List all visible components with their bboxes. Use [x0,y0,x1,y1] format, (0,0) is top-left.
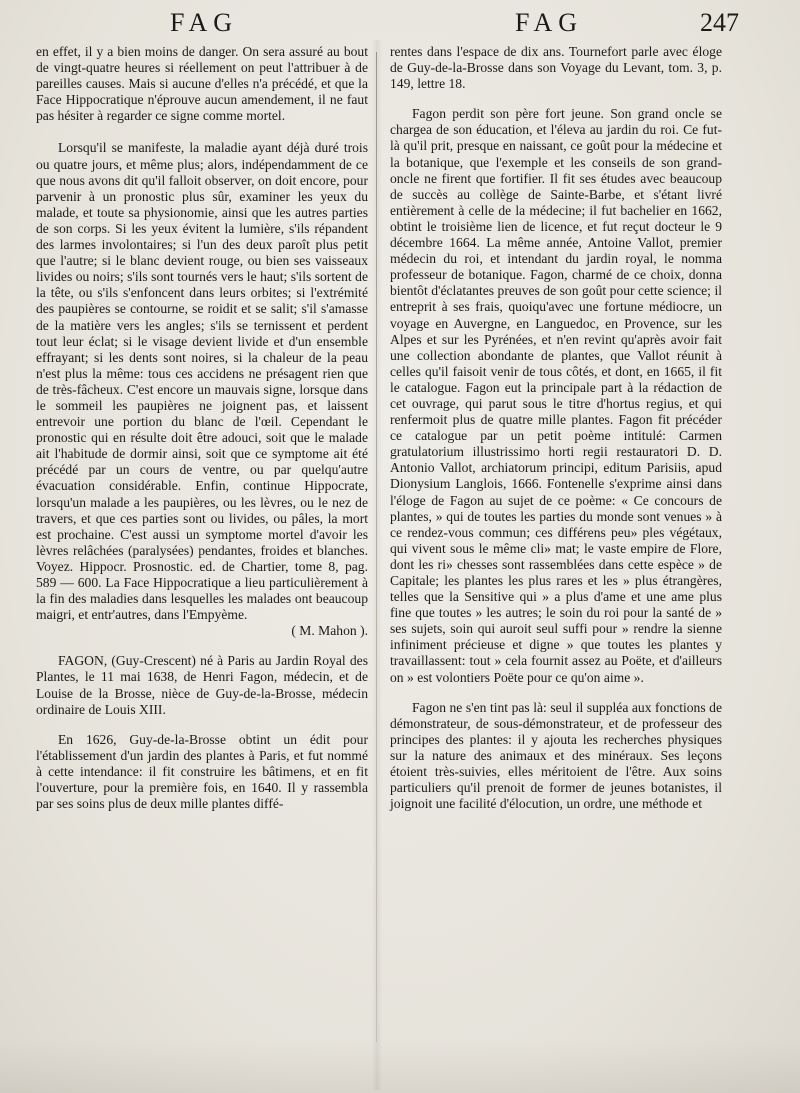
paragraph-guy-de-la-brosse: En 1626, Guy-de-la-Brosse obtint un édit pour l'établissement d'un jardin des plantes à Paris, et fut nommé à cette intendance: il fit construire les bâtimens, et en fit l'ouverture, pour la première fois, en 1640. Il y rassembla par ses soins plus de deux mille plantes diffé- [36,731,368,812]
page-bottom-edge [0,1039,800,1093]
entry-heading-fagon: FAGON, (Guy-Crescent) né à Paris au Jardin Royal des Plantes, le 11 mai 1638, de Henri Fagon, médecin, et de Louise de la Brosse, nièce de Guy-de-la-Brosse, médecin ordinaire de Louis XIII. [36,653,368,717]
paragraph-symptoms: Lorsqu'il se manifeste, la maladie ayant déjà duré trois ou quatre jours, et même plus; alors, indépendamment de ce que nous avons dit qu'il falloit observer, on doit encore, pour parvenir à un pronostic plus sûr, examiner les yeux du malade, et toute sa physionomie, ainsi que les autres parties de son corps. Si les yeux évitent la lumière, s'ils répandent des larmes involontaires; si l'un des deux paroît plus petit que l'autre; si le blanc devient rouge, ou bien ses vaisseaux livides ou noirs; s'ils sont tournés vers le haut; s'ils sortent de la tête, ou s'ils s'enfoncent dans leurs orbites; si l'extrémité des paupières se contourne, se roidit et se salit; s'il s'amasse de la matière vers les angles; s'ils se ternissent et perdent tout leur éclat; si le visage devient livide et d'un ensemble effrayant; si les dents sont noires, si la chaleur de la peau n'est plus la même: tous ces accidens ne présagent rien que de très-fâcheux. C'est encore un mauvais signe, lorsque dans le sommeil les paupières ne joignent pas, et laissent entrevoir une portion du blanc de l'œil. Cependant le pronostic qui en résulte doit être adouci, soit que le malade ait l'habitude de dormir ainsi, soit que ce symptome ait été précédé par un cours de ventre, ou par quelqu'autre évacuation considérable. Enfin, continue Hippocrate, lorsqu'un malade a les paupières, ou les lèvres, ou le nez de travers, et que ces parties sont ou livides, ou pâles, la mort est prochaine. C'est aussi un symptome mortel d'avoir les lèvres relâchées (paralysées) pendantes, froides et blanches. Voyez. Hippocr. Prosnostic. ed. de Chartier, tome 8, pag. 589 — 600. La Face Hippocratique a lieu particulièrement à la fin des maladies dans lesquelles les malades ont beaucoup maigri, et entr'autres, dans l'Empyème. [36,140,368,623]
column-divider [376,52,377,1042]
right-column [390,44,722,812]
running-head [0,8,800,42]
running-head-left: FAG [170,8,239,37]
paragraph-continuation: en effet, il y a bien moins de danger. On sera assuré au bout de vingt-quatre heures si réellement on peut l'attribuer à de pareilles causes. Mais si aucune d'elles n'a précédé, et que la Face Hippocratique n'éprouve aucun amendement, il ne faut pas hésiter à regarder ce signe comme mortel. [36,44,368,124]
author-signature: ( M. Mahon ). [291,623,368,639]
running-head-right: FAG [515,8,584,37]
page-number: 247 [700,8,739,37]
paragraph-fagon-biography: Fagon perdit son père fort jeune. Son grand oncle se chargea de son éducation, et l'éleva au jardin du roi. Ce fut-là qu'il prit, presque en naissant, ce goût pour la médecine et la botanique, que l'exemple et les conseils de son grand-oncle ne firent que fortifier. Il fit ses études avec beaucoup de succès au collège de Sainte-Barbe, et s'étant livré entièrement à celle de la médecine; il fut bachelier en 1662, obtint le troisième lien de licence, et fut reçut docteur le 9 décembre 1664. La même année, Antoine Vallot, premier médecin du roi, et intendant du jardin royal, le nomma professeur de botanique. Fagon, charmé de ce choix, donna bientôt d'éclatantes preuves de son goût pour cette science; il entreprit à ses frais, quoiqu'avec une fortune médiocre, un voyage en Auvergne, en Languedoc, en Provence, sur les Alpes et sur les Pyrénées, et n'en revint qu'après avoir fait une collection abondante de plantes, que Vallot réunit à celles qu'il faisoit venir de tous côtés, et dont, en 1665, il fit le catalogue. Fagon eut la principale part à la rédaction de cet ouvrage, qui parut sous le titre d'hortus regius, et qui renfermoit plus de quatre mille plantes. Fagon fit précéder ce catalogue par un petit poème intitulé: Carmen gratulatorium illustrissimo horti regii restauratori D. D. Antonio Vallot, archiatorum principi, editum Parisiis, apud Dionysium Langlois, 1666. Fontenelle s'exprime ainsi dans l'éloge de Fagon au sujet de ce poème: « Ce concours de plantes, » qui de toutes les parties du monde sont venues » à ce rendez-vous commun; ces différens peu» ples végétaux, qui vivent sous le même cli» mat; le vaste empire de Flore, dont les ri» chesses sont rassemblées dans cette espèce » de Capitale; les plantes les plus rares et les » plus étrangères, telles que la Sensitive qui » a plus d'ame et une ame plus fine que toutes » les autres; le soin du roi pour la santé de » ses sujets, soin qui auroit seul suffi pour » rendre la sienne infiniment précieuse et digne » que toutes les plantes y travaillassent: tout » cela fournit assez au Poëte, et d'ailleurs on » est volontiers Poëte pour ce qu'on aime ». [390,106,722,685]
paragraph-fagon-teaching: Fagon ne s'en tint pas là: seul il suppléa aux fonctions de démonstrateur, de sous-démonstrateur, et de professeur des principes des plantes: il y ajouta les recherches physiques sur la nature des animaux et des minéraux. Ses leçons étoient très-suivies, elles méritoient de l'être. Aux soins particuliers qu'il prenoit de former de jeunes botanistes, il joignoit une facilité d'élocution, un ordre, une méthode et [390,699,722,812]
page-fold-shadow [372,40,382,1090]
paragraph-tournefort: rentes dans l'espace de dix ans. Tournefort parle avec éloge de Guy-de-la-Brosse dans son Voyage du Levant, tom. 3, p. 149, lettre 18. [390,44,722,92]
left-column [36,44,368,812]
